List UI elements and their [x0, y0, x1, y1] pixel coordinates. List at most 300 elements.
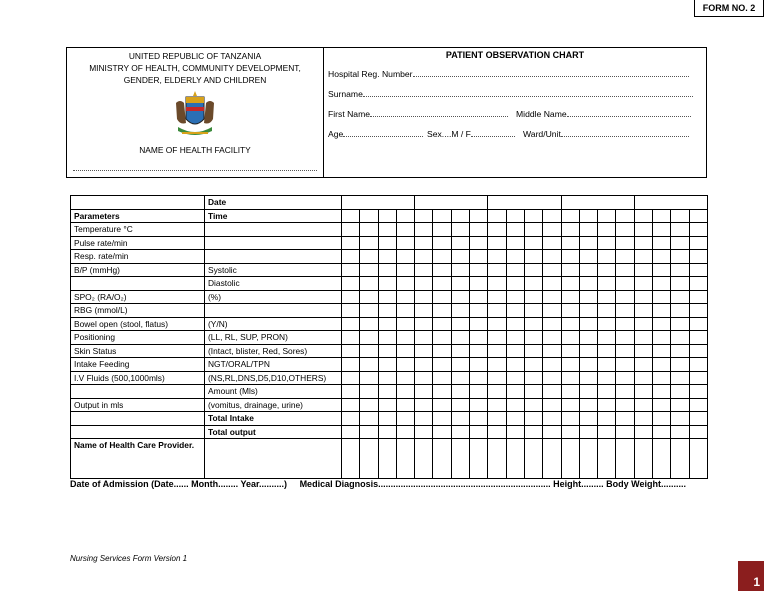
provider-signature-cell[interactable]	[378, 439, 396, 479]
reading-cell[interactable]	[579, 277, 597, 291]
reading-cell[interactable]	[524, 236, 542, 250]
reading-cell[interactable]	[506, 317, 524, 331]
reading-cell[interactable]	[561, 425, 579, 439]
reading-cell[interactable]	[561, 304, 579, 318]
reading-cell[interactable]	[360, 263, 378, 277]
reading-cell[interactable]	[396, 263, 414, 277]
provider-signature-cell[interactable]	[671, 439, 689, 479]
reading-cell[interactable]	[378, 398, 396, 412]
date-entry-cell[interactable]	[634, 196, 707, 210]
reading-cell[interactable]	[543, 317, 561, 331]
time-entry-cell[interactable]	[470, 209, 488, 223]
reading-cell[interactable]	[360, 317, 378, 331]
time-entry-cell[interactable]	[488, 209, 506, 223]
reading-cell[interactable]	[561, 317, 579, 331]
reading-cell[interactable]	[415, 344, 433, 358]
reading-cell[interactable]	[488, 425, 506, 439]
reading-cell[interactable]	[561, 358, 579, 372]
reading-cell[interactable]	[634, 250, 652, 264]
reading-cell[interactable]	[451, 223, 469, 237]
reading-cell[interactable]	[689, 398, 707, 412]
time-entry-cell[interactable]	[378, 209, 396, 223]
reading-cell[interactable]	[634, 344, 652, 358]
reading-cell[interactable]	[579, 412, 597, 426]
reading-cell[interactable]	[488, 304, 506, 318]
reading-cell[interactable]	[579, 263, 597, 277]
reading-cell[interactable]	[689, 371, 707, 385]
reading-cell[interactable]	[689, 344, 707, 358]
reading-cell[interactable]	[671, 371, 689, 385]
reading-cell[interactable]	[561, 344, 579, 358]
reading-cell[interactable]	[543, 412, 561, 426]
reading-cell[interactable]	[506, 304, 524, 318]
reading-cell[interactable]	[451, 263, 469, 277]
reading-cell[interactable]	[451, 331, 469, 345]
reading-cell[interactable]	[543, 344, 561, 358]
reading-cell[interactable]	[653, 331, 671, 345]
reading-cell[interactable]	[470, 398, 488, 412]
surname-field[interactable]	[328, 88, 693, 99]
reading-cell[interactable]	[470, 358, 488, 372]
reading-cell[interactable]	[561, 290, 579, 304]
reading-cell[interactable]	[342, 290, 360, 304]
reading-cell[interactable]	[524, 263, 542, 277]
reading-cell[interactable]	[506, 223, 524, 237]
reading-cell[interactable]	[524, 398, 542, 412]
reading-cell[interactable]	[653, 277, 671, 291]
reading-cell[interactable]	[360, 290, 378, 304]
reading-cell[interactable]	[360, 425, 378, 439]
reading-cell[interactable]	[396, 344, 414, 358]
reading-cell[interactable]	[543, 371, 561, 385]
reading-cell[interactable]	[598, 385, 616, 399]
reading-cell[interactable]	[689, 304, 707, 318]
reading-cell[interactable]	[488, 277, 506, 291]
reading-cell[interactable]	[360, 277, 378, 291]
reading-cell[interactable]	[470, 317, 488, 331]
reading-cell[interactable]	[689, 331, 707, 345]
reading-cell[interactable]	[689, 223, 707, 237]
time-entry-cell[interactable]	[415, 209, 433, 223]
reading-cell[interactable]	[451, 344, 469, 358]
reading-cell[interactable]	[579, 358, 597, 372]
reading-cell[interactable]	[616, 236, 634, 250]
time-entry-cell[interactable]	[579, 209, 597, 223]
reading-cell[interactable]	[415, 223, 433, 237]
reading-cell[interactable]	[598, 290, 616, 304]
reading-cell[interactable]	[433, 412, 451, 426]
reading-cell[interactable]	[598, 425, 616, 439]
reading-cell[interactable]	[433, 385, 451, 399]
reading-cell[interactable]	[689, 385, 707, 399]
reading-cell[interactable]	[579, 371, 597, 385]
reading-cell[interactable]	[433, 236, 451, 250]
reading-cell[interactable]	[524, 358, 542, 372]
reading-cell[interactable]	[671, 344, 689, 358]
reading-cell[interactable]	[415, 331, 433, 345]
reading-cell[interactable]	[488, 236, 506, 250]
reading-cell[interactable]	[524, 412, 542, 426]
provider-signature-cell[interactable]	[579, 439, 597, 479]
provider-signature-cell[interactable]	[561, 439, 579, 479]
reading-cell[interactable]	[598, 317, 616, 331]
reading-cell[interactable]	[653, 344, 671, 358]
reading-cell[interactable]	[451, 304, 469, 318]
provider-signature-cell[interactable]	[689, 439, 707, 479]
reading-cell[interactable]	[378, 263, 396, 277]
reading-cell[interactable]	[396, 250, 414, 264]
reading-cell[interactable]	[524, 385, 542, 399]
reading-cell[interactable]	[561, 412, 579, 426]
reading-cell[interactable]	[561, 398, 579, 412]
reading-cell[interactable]	[543, 263, 561, 277]
reading-cell[interactable]	[561, 277, 579, 291]
reading-cell[interactable]	[616, 250, 634, 264]
time-entry-cell[interactable]	[451, 209, 469, 223]
reading-cell[interactable]	[598, 331, 616, 345]
reading-cell[interactable]	[470, 385, 488, 399]
reading-cell[interactable]	[433, 263, 451, 277]
reading-cell[interactable]	[360, 236, 378, 250]
reading-cell[interactable]	[378, 412, 396, 426]
reading-cell[interactable]	[561, 263, 579, 277]
reading-cell[interactable]	[616, 290, 634, 304]
reading-cell[interactable]	[579, 344, 597, 358]
reading-cell[interactable]	[415, 250, 433, 264]
reading-cell[interactable]	[634, 398, 652, 412]
reading-cell[interactable]	[488, 223, 506, 237]
reading-cell[interactable]	[543, 331, 561, 345]
reading-cell[interactable]	[653, 317, 671, 331]
reading-cell[interactable]	[378, 277, 396, 291]
reading-cell[interactable]	[689, 317, 707, 331]
age-field[interactable]	[328, 128, 423, 139]
medical-diagnosis-field[interactable]: Medical Diagnosis.....................................................................	[299, 479, 551, 489]
reading-cell[interactable]	[451, 317, 469, 331]
reading-cell[interactable]	[616, 371, 634, 385]
reading-cell[interactable]	[470, 344, 488, 358]
time-entry-cell[interactable]	[506, 209, 524, 223]
reading-cell[interactable]	[506, 290, 524, 304]
time-entry-cell[interactable]	[524, 209, 542, 223]
hospital-reg-field[interactable]	[328, 68, 689, 79]
reading-cell[interactable]	[634, 277, 652, 291]
reading-cell[interactable]	[506, 358, 524, 372]
reading-cell[interactable]	[634, 412, 652, 426]
reading-cell[interactable]	[616, 358, 634, 372]
reading-cell[interactable]	[634, 236, 652, 250]
reading-cell[interactable]	[671, 290, 689, 304]
reading-cell[interactable]	[488, 358, 506, 372]
reading-cell[interactable]	[634, 263, 652, 277]
provider-signature-cell[interactable]	[342, 439, 360, 479]
time-entry-cell[interactable]	[598, 209, 616, 223]
time-entry-cell[interactable]	[543, 209, 561, 223]
reading-cell[interactable]	[360, 385, 378, 399]
provider-signature-cell[interactable]	[396, 439, 414, 479]
reading-cell[interactable]	[433, 304, 451, 318]
reading-cell[interactable]	[433, 398, 451, 412]
date-entry-cell[interactable]	[342, 196, 415, 210]
reading-cell[interactable]	[579, 398, 597, 412]
reading-cell[interactable]	[488, 331, 506, 345]
reading-cell[interactable]	[524, 344, 542, 358]
reading-cell[interactable]	[634, 385, 652, 399]
reading-cell[interactable]	[506, 250, 524, 264]
reading-cell[interactable]	[671, 425, 689, 439]
reading-cell[interactable]	[561, 385, 579, 399]
reading-cell[interactable]	[415, 398, 433, 412]
reading-cell[interactable]	[451, 250, 469, 264]
reading-cell[interactable]	[671, 358, 689, 372]
reading-cell[interactable]	[342, 385, 360, 399]
reading-cell[interactable]	[671, 331, 689, 345]
reading-cell[interactable]	[342, 344, 360, 358]
reading-cell[interactable]	[506, 412, 524, 426]
provider-name-cell[interactable]	[205, 439, 342, 479]
reading-cell[interactable]	[433, 344, 451, 358]
reading-cell[interactable]	[415, 317, 433, 331]
reading-cell[interactable]	[360, 344, 378, 358]
reading-cell[interactable]	[451, 358, 469, 372]
reading-cell[interactable]	[689, 290, 707, 304]
reading-cell[interactable]	[671, 223, 689, 237]
reading-cell[interactable]	[342, 263, 360, 277]
reading-cell[interactable]	[634, 317, 652, 331]
reading-cell[interactable]	[470, 412, 488, 426]
reading-cell[interactable]	[579, 236, 597, 250]
reading-cell[interactable]	[579, 317, 597, 331]
reading-cell[interactable]	[415, 277, 433, 291]
reading-cell[interactable]	[415, 290, 433, 304]
reading-cell[interactable]	[579, 425, 597, 439]
reading-cell[interactable]	[433, 331, 451, 345]
provider-signature-cell[interactable]	[634, 439, 652, 479]
reading-cell[interactable]	[415, 236, 433, 250]
reading-cell[interactable]	[598, 371, 616, 385]
time-entry-cell[interactable]	[671, 209, 689, 223]
reading-cell[interactable]	[488, 412, 506, 426]
reading-cell[interactable]	[378, 304, 396, 318]
provider-signature-cell[interactable]	[524, 439, 542, 479]
reading-cell[interactable]	[342, 277, 360, 291]
reading-cell[interactable]	[524, 277, 542, 291]
reading-cell[interactable]	[396, 290, 414, 304]
reading-cell[interactable]	[378, 223, 396, 237]
reading-cell[interactable]	[616, 223, 634, 237]
reading-cell[interactable]	[543, 425, 561, 439]
reading-cell[interactable]	[543, 290, 561, 304]
reading-cell[interactable]	[433, 250, 451, 264]
reading-cell[interactable]	[451, 398, 469, 412]
reading-cell[interactable]	[396, 331, 414, 345]
reading-cell[interactable]	[634, 304, 652, 318]
reading-cell[interactable]	[396, 371, 414, 385]
reading-cell[interactable]	[470, 277, 488, 291]
reading-cell[interactable]	[360, 223, 378, 237]
reading-cell[interactable]	[342, 358, 360, 372]
reading-cell[interactable]	[378, 425, 396, 439]
reading-cell[interactable]	[634, 223, 652, 237]
reading-cell[interactable]	[671, 250, 689, 264]
reading-cell[interactable]	[378, 344, 396, 358]
reading-cell[interactable]	[342, 412, 360, 426]
sex-field[interactable]	[427, 128, 515, 139]
reading-cell[interactable]	[524, 290, 542, 304]
reading-cell[interactable]	[396, 304, 414, 318]
reading-cell[interactable]	[653, 425, 671, 439]
reading-cell[interactable]	[378, 371, 396, 385]
provider-signature-cell[interactable]	[543, 439, 561, 479]
reading-cell[interactable]	[689, 236, 707, 250]
reading-cell[interactable]	[506, 425, 524, 439]
reading-cell[interactable]	[506, 398, 524, 412]
reading-cell[interactable]	[470, 263, 488, 277]
reading-cell[interactable]	[506, 385, 524, 399]
reading-cell[interactable]	[543, 223, 561, 237]
reading-cell[interactable]	[598, 223, 616, 237]
reading-cell[interactable]	[671, 263, 689, 277]
reading-cell[interactable]	[543, 277, 561, 291]
provider-signature-cell[interactable]	[470, 439, 488, 479]
reading-cell[interactable]	[689, 277, 707, 291]
reading-cell[interactable]	[598, 344, 616, 358]
reading-cell[interactable]	[671, 385, 689, 399]
reading-cell[interactable]	[415, 304, 433, 318]
reading-cell[interactable]	[616, 398, 634, 412]
reading-cell[interactable]	[470, 250, 488, 264]
reading-cell[interactable]	[396, 358, 414, 372]
reading-cell[interactable]	[433, 290, 451, 304]
reading-cell[interactable]	[378, 236, 396, 250]
provider-signature-cell[interactable]	[598, 439, 616, 479]
reading-cell[interactable]	[653, 398, 671, 412]
reading-cell[interactable]	[360, 250, 378, 264]
reading-cell[interactable]	[415, 385, 433, 399]
reading-cell[interactable]	[524, 425, 542, 439]
reading-cell[interactable]	[506, 277, 524, 291]
reading-cell[interactable]	[616, 263, 634, 277]
reading-cell[interactable]	[506, 371, 524, 385]
reading-cell[interactable]	[524, 250, 542, 264]
reading-cell[interactable]	[689, 250, 707, 264]
provider-signature-cell[interactable]	[415, 439, 433, 479]
reading-cell[interactable]	[543, 236, 561, 250]
reading-cell[interactable]	[598, 358, 616, 372]
reading-cell[interactable]	[342, 236, 360, 250]
first-name-field[interactable]	[328, 108, 508, 119]
reading-cell[interactable]	[360, 304, 378, 318]
reading-cell[interactable]	[378, 250, 396, 264]
reading-cell[interactable]	[342, 398, 360, 412]
provider-signature-cell[interactable]	[360, 439, 378, 479]
reading-cell[interactable]	[470, 290, 488, 304]
reading-cell[interactable]	[488, 344, 506, 358]
admission-date-field[interactable]: Date of Admission (Date...... Month........ Year..........)	[70, 479, 288, 489]
reading-cell[interactable]	[671, 277, 689, 291]
reading-cell[interactable]	[598, 236, 616, 250]
reading-cell[interactable]	[415, 425, 433, 439]
reading-cell[interactable]	[671, 304, 689, 318]
reading-cell[interactable]	[543, 304, 561, 318]
reading-cell[interactable]	[488, 290, 506, 304]
reading-cell[interactable]	[671, 317, 689, 331]
reading-cell[interactable]	[653, 263, 671, 277]
reading-cell[interactable]	[396, 317, 414, 331]
reading-cell[interactable]	[616, 304, 634, 318]
reading-cell[interactable]	[689, 358, 707, 372]
reading-cell[interactable]	[360, 398, 378, 412]
reading-cell[interactable]	[433, 358, 451, 372]
time-entry-cell[interactable]	[689, 209, 707, 223]
provider-signature-cell[interactable]	[653, 439, 671, 479]
reading-cell[interactable]	[598, 263, 616, 277]
reading-cell[interactable]	[506, 236, 524, 250]
reading-cell[interactable]	[342, 304, 360, 318]
reading-cell[interactable]	[543, 398, 561, 412]
reading-cell[interactable]	[342, 331, 360, 345]
reading-cell[interactable]	[451, 277, 469, 291]
reading-cell[interactable]	[378, 290, 396, 304]
reading-cell[interactable]	[543, 250, 561, 264]
reading-cell[interactable]	[360, 412, 378, 426]
reading-cell[interactable]	[506, 263, 524, 277]
date-entry-cell[interactable]	[415, 196, 488, 210]
reading-cell[interactable]	[488, 263, 506, 277]
reading-cell[interactable]	[488, 371, 506, 385]
time-entry-cell[interactable]	[396, 209, 414, 223]
reading-cell[interactable]	[488, 385, 506, 399]
reading-cell[interactable]	[579, 304, 597, 318]
reading-cell[interactable]	[524, 223, 542, 237]
reading-cell[interactable]	[653, 223, 671, 237]
reading-cell[interactable]	[616, 385, 634, 399]
provider-signature-cell[interactable]	[433, 439, 451, 479]
provider-signature-cell[interactable]	[451, 439, 469, 479]
reading-cell[interactable]	[451, 290, 469, 304]
provider-signature-cell[interactable]	[488, 439, 506, 479]
reading-cell[interactable]	[671, 412, 689, 426]
reading-cell[interactable]	[342, 317, 360, 331]
reading-cell[interactable]	[543, 358, 561, 372]
reading-cell[interactable]	[598, 277, 616, 291]
reading-cell[interactable]	[451, 371, 469, 385]
reading-cell[interactable]	[524, 304, 542, 318]
reading-cell[interactable]	[634, 358, 652, 372]
reading-cell[interactable]	[415, 358, 433, 372]
middle-name-field[interactable]	[516, 108, 691, 119]
reading-cell[interactable]	[451, 425, 469, 439]
height-weight-field[interactable]: Height......... Body Weight..........	[553, 479, 686, 489]
reading-cell[interactable]	[488, 250, 506, 264]
reading-cell[interactable]	[561, 236, 579, 250]
reading-cell[interactable]	[470, 425, 488, 439]
reading-cell[interactable]	[360, 358, 378, 372]
reading-cell[interactable]	[653, 385, 671, 399]
reading-cell[interactable]	[653, 304, 671, 318]
reading-cell[interactable]	[524, 317, 542, 331]
reading-cell[interactable]	[470, 236, 488, 250]
reading-cell[interactable]	[396, 412, 414, 426]
reading-cell[interactable]	[671, 398, 689, 412]
reading-cell[interactable]	[653, 236, 671, 250]
reading-cell[interactable]	[689, 425, 707, 439]
reading-cell[interactable]	[378, 358, 396, 372]
reading-cell[interactable]	[634, 425, 652, 439]
reading-cell[interactable]	[524, 371, 542, 385]
reading-cell[interactable]	[598, 412, 616, 426]
reading-cell[interactable]	[616, 344, 634, 358]
